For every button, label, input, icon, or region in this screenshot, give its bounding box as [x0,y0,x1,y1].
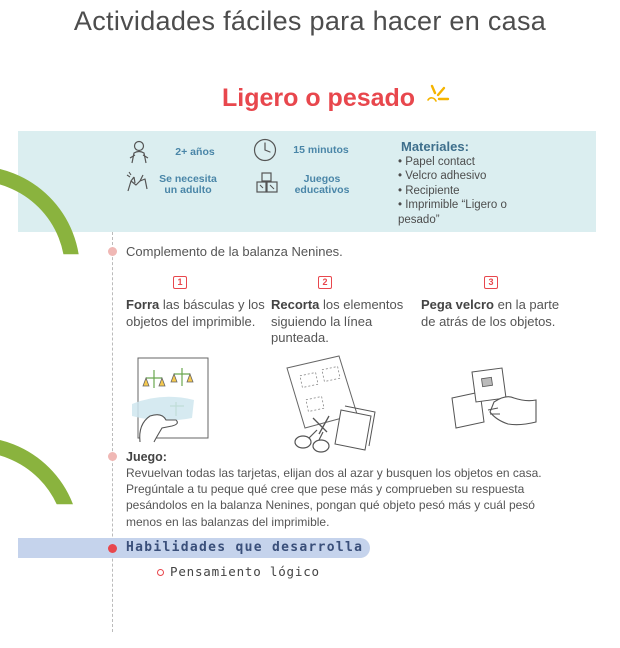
step-number: 1 [173,276,187,289]
blocks-icon [254,170,280,196]
step-text [271,297,411,347]
activity-title: Ligero o pesado [222,84,416,112]
timeline-dot [108,247,117,256]
materials-item: • Imprimible “Ligero o pesado” [398,198,538,227]
step-bold: Forra [126,297,160,312]
adult-label-line1: Se necesita [159,173,217,185]
adult-label-line2: un adulto [164,184,212,196]
step-body: en la parte de atrás de los objetos. [421,297,560,329]
hands-icon [124,169,150,195]
type-label [286,174,358,196]
step-body: los elementos siguiendo la línea punteada. [271,297,404,345]
skill-bullet-icon [157,569,164,576]
skills-title: Habilidades que desarrolla [126,540,364,555]
step-body: las básculas y los objetos del imprimible. [126,297,265,329]
cut-illustration [283,354,379,456]
page-title: Actividades fáciles para hacer en casa [73,6,547,36]
step-text [126,297,266,330]
step-number: 2 [318,276,332,289]
intro-text: Complemento de la balanza Nenines. [126,244,343,259]
timeline-dot [108,452,117,461]
materials-list [398,155,538,227]
sparkle-icon [424,84,450,108]
timeline-line [112,232,113,632]
step-number: 3 [484,276,498,289]
clock-icon [252,137,278,163]
adult-label [150,174,226,196]
materials-item: • Velcro adhesivo [398,169,538,183]
step-text [421,297,561,330]
step-bold: Pega velcro [421,297,494,312]
velcro-illustration [444,364,538,434]
type-label-line1: Juegos [303,173,341,185]
materials-item: • Papel contact [398,155,538,169]
laminate-illustration [132,354,216,444]
timeline-dot [108,544,117,553]
step-bold: Recorta [271,297,320,312]
time-label: 15 minutos [293,144,349,156]
age-label: 2+ años [175,146,215,158]
game-title: Juego: [126,450,167,464]
materials-title: Materiales: [401,139,469,154]
type-label-line2: educativos [294,184,350,196]
materials-item: • Recipiente [398,184,538,198]
skill-item: Pensamiento lógico [170,564,320,579]
child-icon [126,139,152,165]
game-text: Revuelvan todas las tarjetas, elijan dos al azar y busquen los objetos en casa. Pregúntale a tu peque qué cree que pese más y comprueben su respuesta pesándolos en la balanza Nenines, pongan qué objeto pesó más y cuál pesó menos en las balanzas del imprimible. [126,466,542,529]
